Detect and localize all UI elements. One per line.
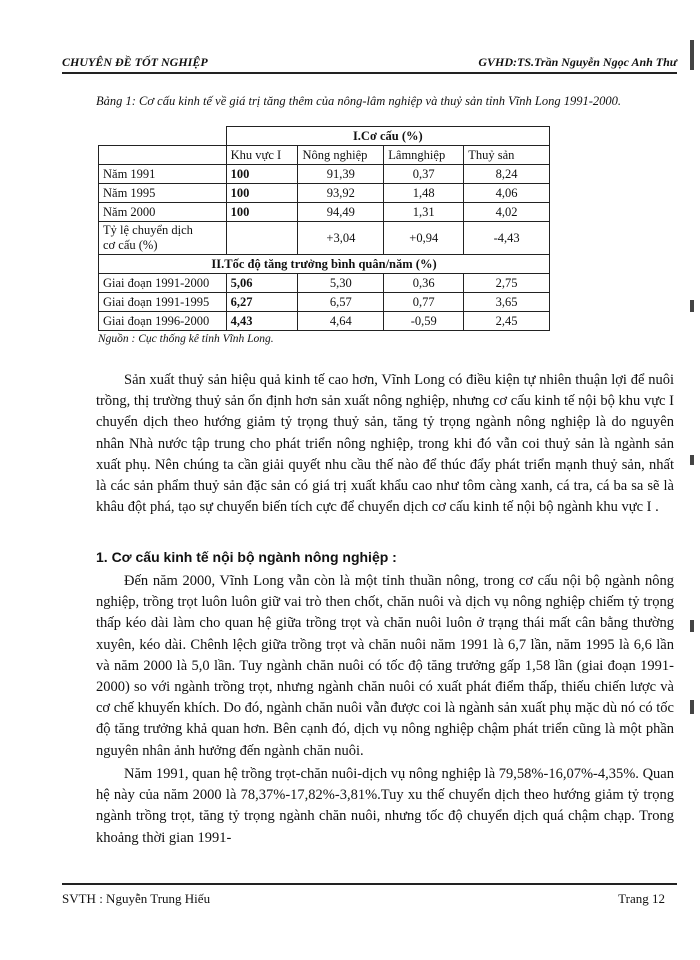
row-label: Năm 2000 bbox=[99, 203, 227, 222]
cell-nong-nghiep: 4,64 bbox=[298, 312, 384, 331]
header-supervisor: GVHD:TS.Trần Nguyễn Ngọc Anh Thư bbox=[478, 55, 677, 69]
footer-author: SVTH : Nguyễn Trung Hiếu bbox=[62, 891, 211, 906]
section2-title: II.Tốc độ tăng trưởng bình quân/năm (%) bbox=[99, 255, 550, 274]
cell-thuy-san: 4,06 bbox=[464, 184, 550, 203]
table-header-row bbox=[99, 146, 550, 165]
table-row-shift bbox=[99, 222, 550, 255]
body-paragraph-1 bbox=[96, 370, 674, 518]
body-paragraph-3 bbox=[96, 764, 674, 849]
cell-thuy-san: 2,45 bbox=[464, 312, 550, 331]
economic-structure-table bbox=[98, 126, 550, 331]
cell-nong-nghiep: 94,49 bbox=[298, 203, 384, 222]
row-label: Giai đoạn 1991-2000 bbox=[99, 274, 227, 293]
cell-nong-nghiep: 6,57 bbox=[298, 293, 384, 312]
cell-thuy-san: 3,65 bbox=[464, 293, 550, 312]
table-row bbox=[99, 312, 550, 331]
cell-lam-nghiep: 0,37 bbox=[384, 165, 464, 184]
shift-label-line1: Tỷ lệ chuyển dịch bbox=[103, 223, 193, 237]
cell-lam-nghiep: 0,36 bbox=[384, 274, 464, 293]
cell-lam-nghiep: 0,77 bbox=[384, 293, 464, 312]
col-header-kv1: Khu vực I bbox=[226, 146, 298, 165]
page-header bbox=[62, 50, 677, 74]
cell-thuy-san: 4,02 bbox=[464, 203, 550, 222]
cell-kv1: 4,43 bbox=[226, 312, 298, 331]
col-header-nong-nghiep: Nông nghiệp bbox=[298, 146, 384, 165]
cell-kv1: 100 bbox=[226, 184, 298, 203]
cell-thuy-san: 8,24 bbox=[464, 165, 550, 184]
cell-lam-nghiep: +0,94 bbox=[384, 222, 464, 255]
row-label: Giai đoạn 1996-2000 bbox=[99, 312, 227, 331]
col-header-blank bbox=[99, 146, 227, 165]
cell-kv1: 100 bbox=[226, 203, 298, 222]
paragraph-text: Sản xuất thuỷ sản hiệu quả kinh tế cao hơn, Vĩnh Long có điều kiện tự nhiên thuận lợi để nuôi trồng, thị trường thuỷ sản ổn định hơn sản xuất nông nghiệp, nhưng cơ cấu kinh tế nội bộ khu vực I chuyển dịch theo hướng giảm tỷ trọng thuỷ sản, tăng tỷ trọng ngành nông nghiệp là do nguyên nhân Nhà nước tập trung cho phát triển nông nghiệp, trong khi đó vẫn coi thuỷ sản là ngành sản xuất phụ. Nên chúng ta cần giải quyết nhu cầu thế nào để thúc đẩy phát triển mạnh thuỷ sản, nhất là các sản phẩm thuỷ sản đặc sản có giá trị xuất khẩu cao như tôm càng xanh, cá tra, cá ba sa sẽ là khâu đột phá, tạo sự chuyển biến tích cực để chuyển dịch cơ cấu kinh tế nội bộ ngành khu vực I . bbox=[96, 372, 674, 516]
table-row bbox=[99, 293, 550, 312]
cell-nong-nghiep: 91,39 bbox=[298, 165, 384, 184]
table-row bbox=[99, 184, 550, 203]
row-label: Năm 1995 bbox=[99, 184, 227, 203]
row-label: Năm 1991 bbox=[99, 165, 227, 184]
cell-kv1: 6,27 bbox=[226, 293, 298, 312]
col-header-thuy-san: Thuỷ sản bbox=[464, 146, 550, 165]
paragraph-text: Đến năm 2000, Vĩnh Long vẫn còn là một tỉnh thuần nông, trong cơ cấu nội bộ ngành nông nghiệp, trồng trọt luôn luôn giữ vai trò then chốt, chăn nuôi và dịch vụ nông nghiệp chiếm tỷ trọng thấp kéo dài làm cho quan hệ giữa trồng trọt và chăn nuôi luôn ở trạng thái mất cân bằng thường xuyên, kéo dài. Chênh lệch giữa trồng trọt và chăn nuôi năm 1991 là 6,7 lần, năm 1995 là 6,6 lần và năm 2000 là 5,0 lần. Tuy ngành chăn nuôi có tốc độ tăng trưởng gấp 1,58 lần (giai đoạn 1991-2000) so với ngành trồng trọt, nhưng ngành chăn nuôi có xuất phát điểm thấp, thiếu chiến lược và cơ chế khuyến khích. Do đó, ngành chăn nuôi vẫn được coi là ngành sản xuất phụ mặc dù nó có tốc độ tăng trưởng khả quan hơn. Bên cạnh đó, dịch vụ nông nghiệp chậm phát triển cũng là một phần nguyên nhân ảnh hưởng đến ngành chăn nuôi. bbox=[96, 573, 674, 759]
table-section2-row bbox=[99, 255, 550, 274]
cell-kv1 bbox=[226, 222, 298, 255]
cell-nong-nghiep: +3,04 bbox=[298, 222, 384, 255]
page-number: Trang 12 bbox=[618, 891, 665, 906]
row-label bbox=[99, 222, 227, 255]
cell-thuy-san: 2,75 bbox=[464, 274, 550, 293]
page-footer bbox=[62, 883, 677, 906]
table-row bbox=[99, 165, 550, 184]
cell-lam-nghiep: 1,48 bbox=[384, 184, 464, 203]
cell-nong-nghiep: 5,30 bbox=[298, 274, 384, 293]
table-caption: Bảng 1: Cơ cấu kinh tế về giá trị tăng thêm của nông-lâm nghiệp và thuỷ sản tỉnh Vĩnh Long 1991-2000. bbox=[96, 94, 622, 108]
cell-thuy-san: -4,43 bbox=[464, 222, 550, 255]
cell-nong-nghiep: 93,92 bbox=[298, 184, 384, 203]
shift-label-line2: cơ cấu (%) bbox=[103, 238, 158, 252]
section1-title: I.Cơ cấu (%) bbox=[226, 127, 549, 146]
body-paragraph-2 bbox=[96, 571, 674, 762]
cell-lam-nghiep: -0,59 bbox=[384, 312, 464, 331]
table-section1-row bbox=[99, 127, 550, 146]
cell-lam-nghiep: 1,31 bbox=[384, 203, 464, 222]
cell-kv1: 5,06 bbox=[226, 274, 298, 293]
row-label: Giai đoạn 1991-1995 bbox=[99, 293, 227, 312]
cell-kv1: 100 bbox=[226, 165, 298, 184]
table-row bbox=[99, 203, 550, 222]
header-left-title: CHUYÊN ĐỀ TỐT NGHIỆP bbox=[62, 55, 208, 69]
paragraph-text: Năm 1991, quan hệ trồng trọt-chăn nuôi-dịch vụ nông nghiệp là 79,58%-16,07%-4,35%. Quan hệ này của năm 2000 là 78,37%-17,82%-3,81%.Tuy xu thế chuyển dịch theo hướng giảm tỷ trọng ngành trồng trọt, tăng tỷ trọng ngành chăn nuôi, nhưng tốc độ chuyển dịch quá chậm chạp. Trong khoảng thời gian 1991- bbox=[96, 766, 674, 846]
table-row bbox=[99, 274, 550, 293]
table-source: Nguồn : Cục thống kê tỉnh Vĩnh Long. bbox=[98, 333, 274, 345]
col-header-lam-nghiep: Lâmnghiệp bbox=[384, 146, 464, 165]
section-heading: 1. Cơ cấu kinh tế nội bộ ngành nông nghiệp : bbox=[96, 549, 397, 565]
scan-edge-marks bbox=[688, 0, 694, 960]
